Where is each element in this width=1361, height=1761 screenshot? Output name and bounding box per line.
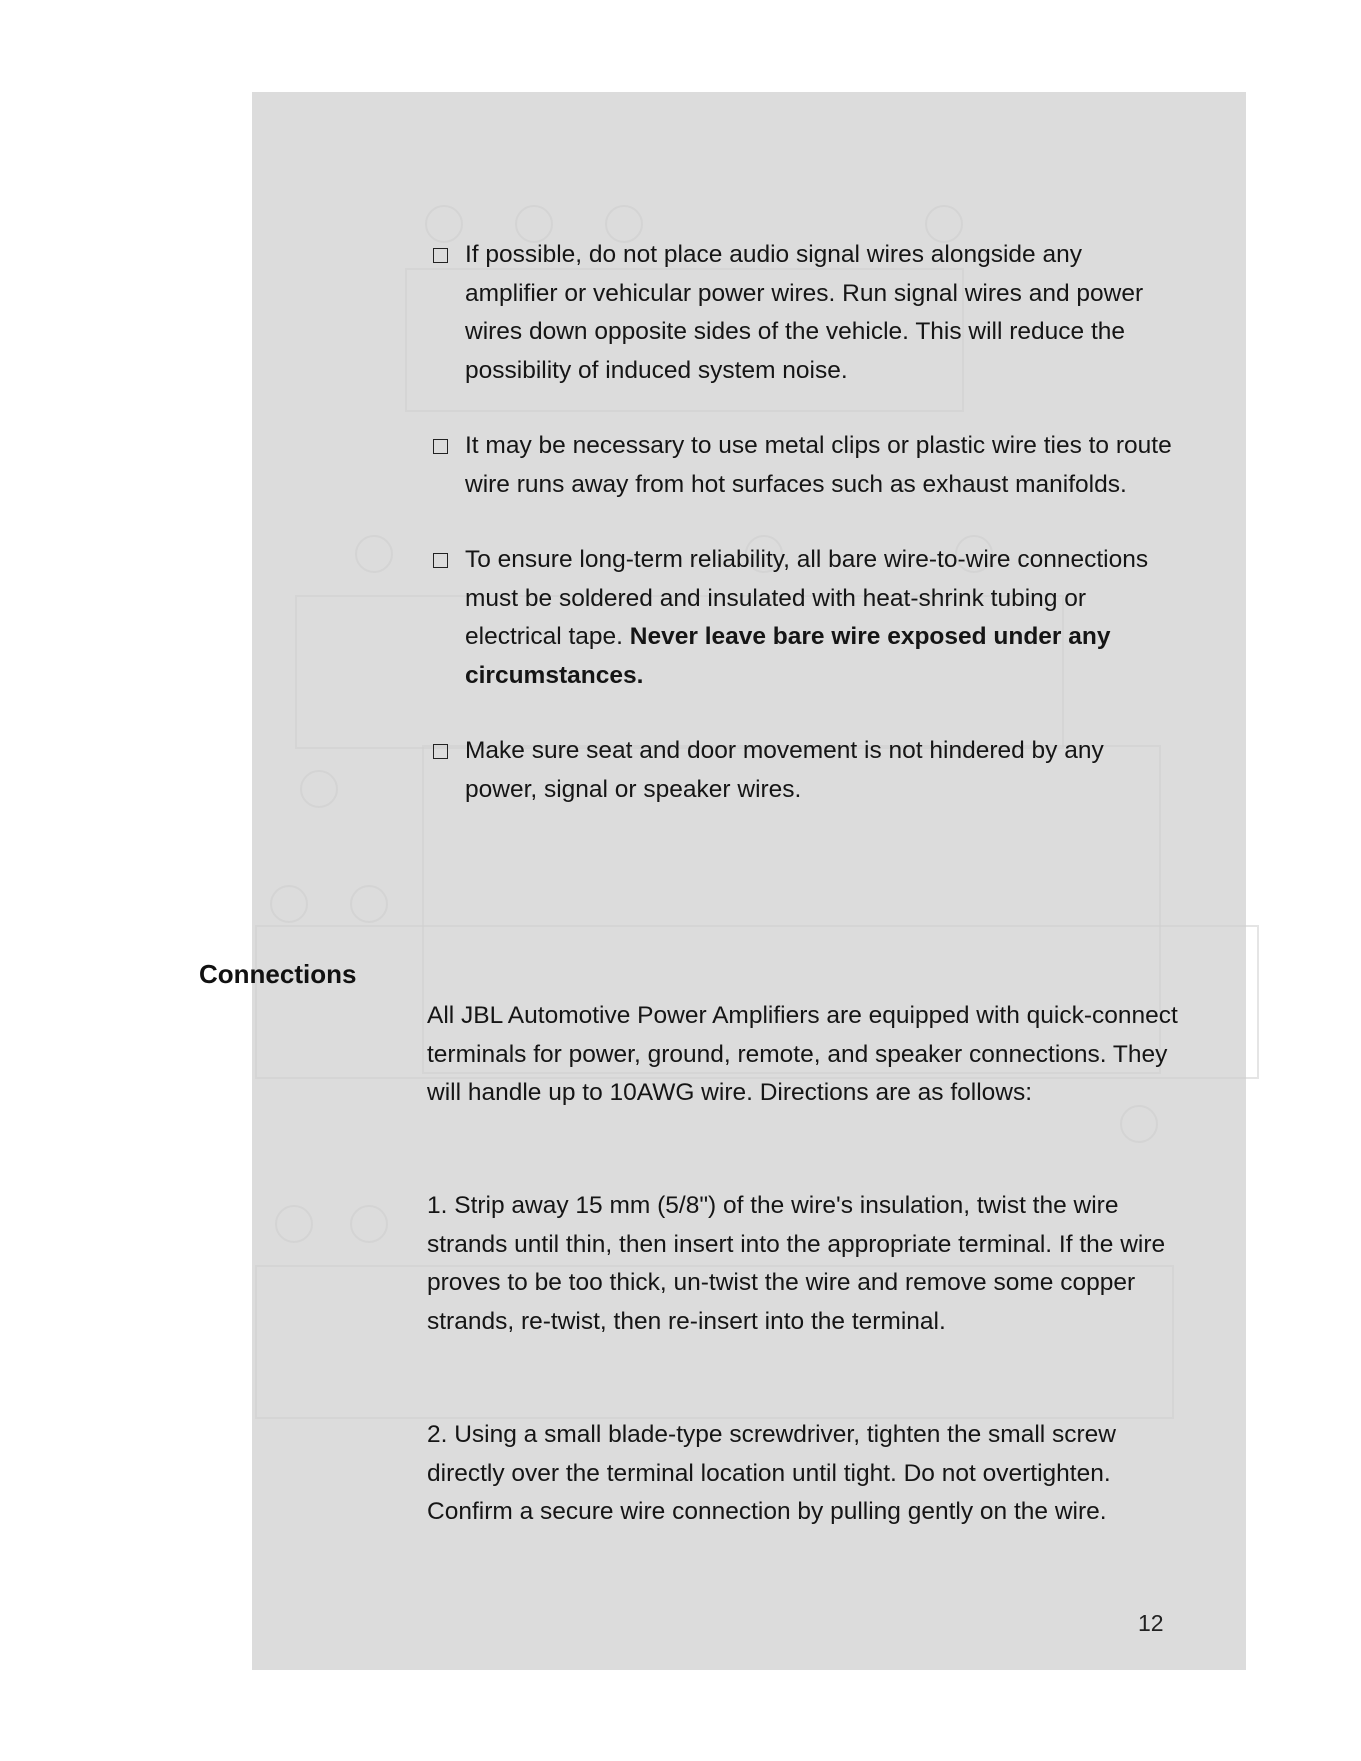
tip-item [433, 541, 1173, 695]
tip-text: To ensure long-term reliability, all bare wire-to-wire connections must be soldered and insulated with heat-shrink tubing or electrical tape. [465, 546, 1149, 650]
checkbox-icon [433, 744, 448, 759]
tip-text: Make sure seat and door movement is not hindered by any power, signal or speaker wires. [465, 737, 1104, 803]
checkbox-icon [433, 439, 448, 454]
connections-step-1: 1. Strip away 15 mm (5/8") of the wire's insulation, twist the wire strands until thin, then insert into the appropriate terminal. If the wire proves to be too thick, un-twist the wire and remove some copper strands, re-twist, then re-insert into the terminal. [427, 1192, 1166, 1335]
tip-text: If possible, do not place audio signal wires alongside any amplifier or vehicular power wires. Run signal wires and power wires down opposite sides of the vehicle. This will reduce the possibility of induced system noise. [465, 241, 1144, 384]
tip-item [433, 236, 1173, 390]
checkbox-icon [433, 553, 448, 568]
installation-tips-list [433, 236, 1173, 846]
connections-step-2: 2. Using a small blade-type screwdriver, tighten the small screw directly over the terminal location until tight. Do not overtighten. Confirm a secure wire connection by pulling gently on the wire. [427, 1421, 1117, 1525]
tip-item [433, 732, 1173, 809]
tip-text: It may be necessary to use metal clips or plastic wire ties to route wire runs away from hot surfaces such as exhaust manifolds. [465, 432, 1172, 498]
connections-intro: All JBL Automotive Power Amplifiers are equipped with quick-connect terminals for power, ground, remote, and speaker connections. They will handle up to 10AWG wire. Directions are as follows: [427, 1002, 1178, 1106]
page-number: 12 [1138, 1610, 1164, 1636]
checkbox-icon [433, 248, 448, 263]
tip-item [433, 427, 1173, 504]
section-heading-connections: Connections [199, 959, 357, 989]
tip-warning-text: Never leave bare wire exposed under any circumstances. [465, 623, 1111, 689]
